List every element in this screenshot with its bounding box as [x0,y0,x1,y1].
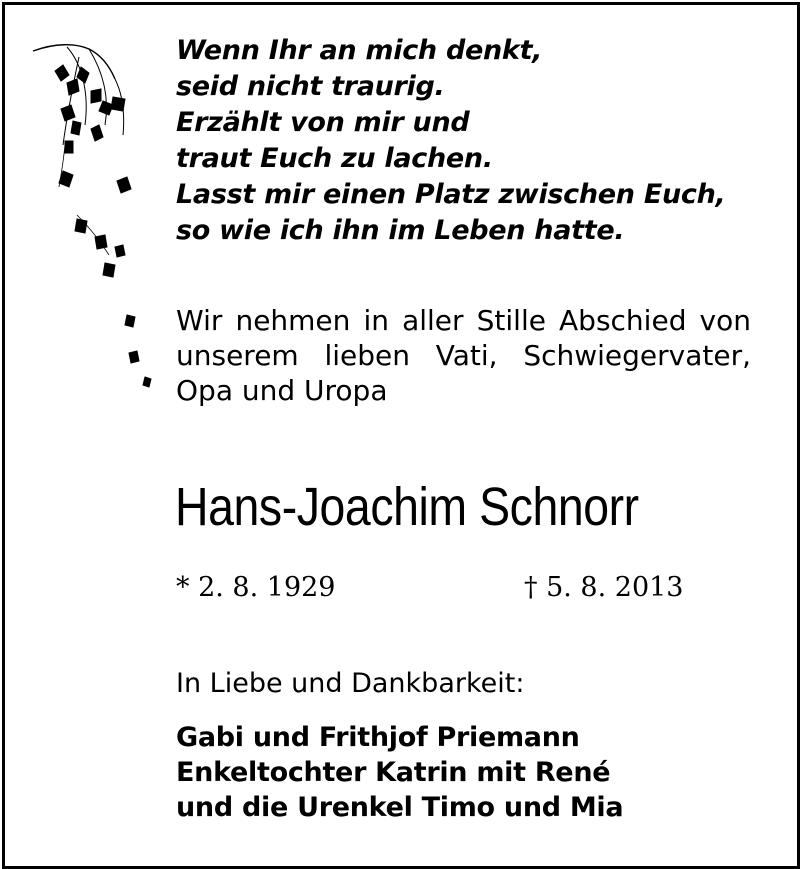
obituary-notice [2,2,800,869]
farewell-text [176,303,751,408]
poem [176,33,725,249]
farewell-line: unserem lieben Vati, Schwiegervater, [176,339,751,372]
poem-line: traut Euch zu lachen. [176,143,493,174]
poem-line: seid nicht traurig. [176,71,445,102]
farewell-line: Wir nehmen in aller Stille Abschied von [176,304,751,337]
signers [176,720,623,825]
poem-line: Erzählt von mir und [176,107,470,138]
poem-line: Wenn Ihr an mich denkt, [176,35,543,66]
deceased-name: Hans-Joachim Schnorr [175,477,639,537]
death-date: † 5. 8. 2013 [524,572,684,603]
signer-line: Enkeltochter Katrin mit René [176,757,611,788]
signer-line: und die Urenkel Timo und Mia [176,792,624,823]
poem-line: Lasst mir einen Platz zwischen Euch, [176,179,726,210]
farewell-line: Opa und Uropa [176,374,388,407]
signer-line: Gabi und Frithjof Priemann [176,722,580,753]
thanks-line: In Liebe und Dankbarkeit: [176,668,525,699]
poem-line: so wie ich ihn im Leben hatte. [176,215,625,246]
birch-branch-icon [5,5,165,405]
birth-date: * 2. 8. 1929 [176,572,336,603]
